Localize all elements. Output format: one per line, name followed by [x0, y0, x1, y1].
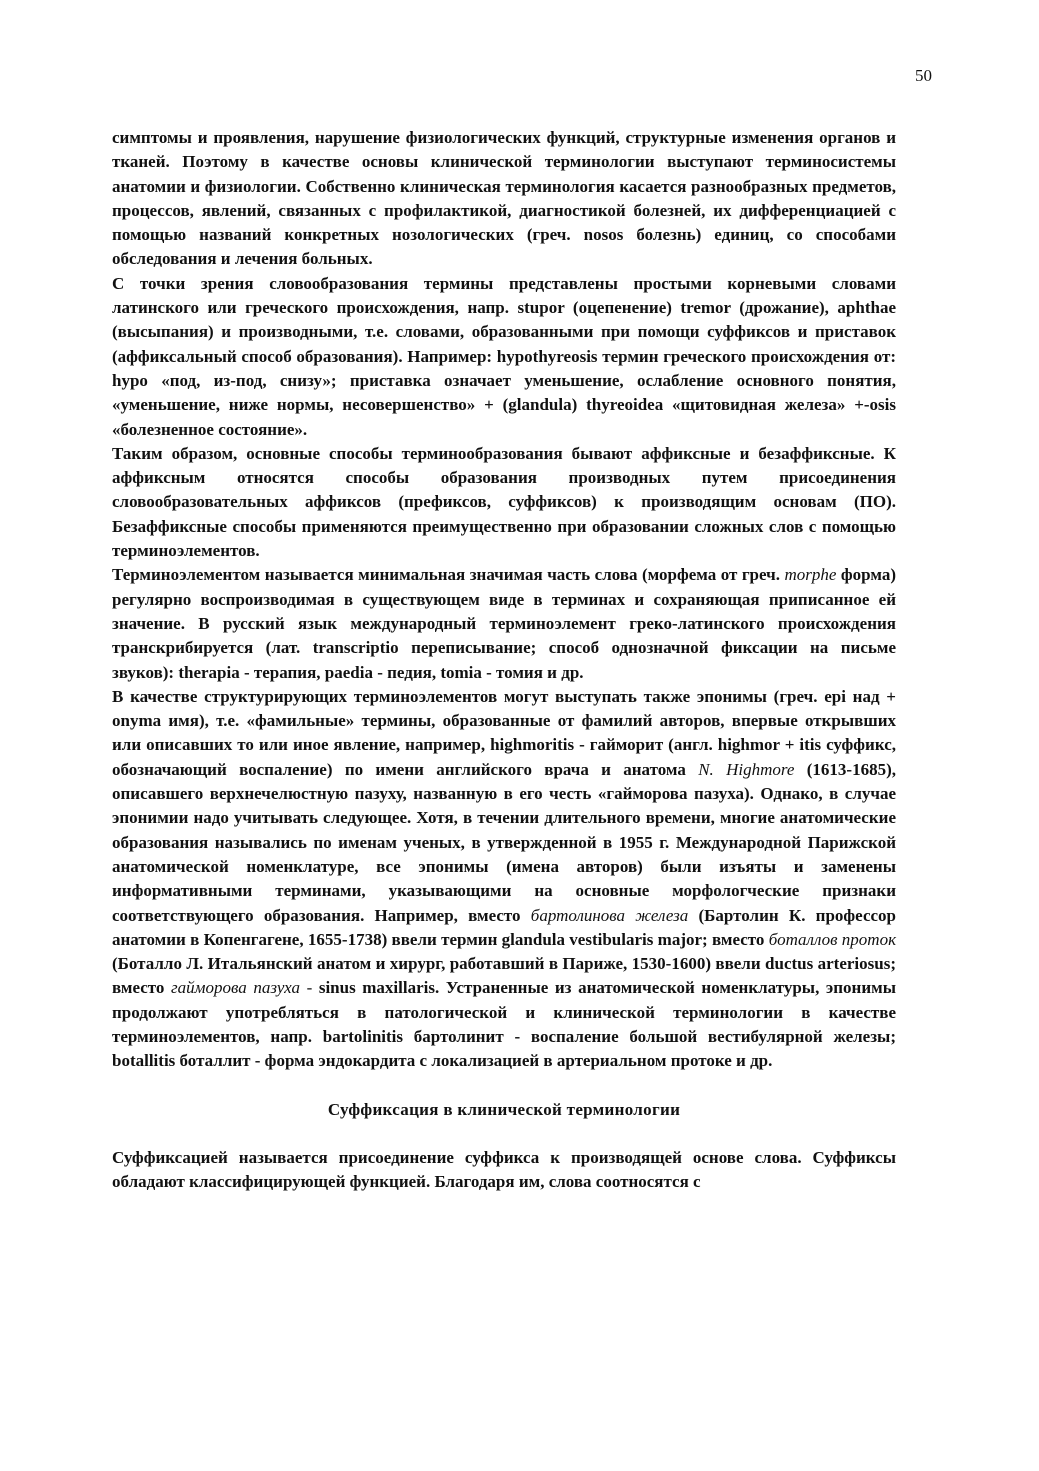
text-run: (Боталло Л. Итальянский анатом и хирург, работавший в Париже, 1530-1600) ввели ductus arteriosus; вместо: [112, 954, 896, 998]
italic-term: morphe: [784, 565, 837, 585]
paragraph-clinical-terminology: симптомы и проявления, нарушение физиологических функций, структурные изменения органов и тканей. Поэтому в качестве основы клинической терминологии выступают терминосистемы анатомии и физиологии. Собственно клиническая терминология касается разнообразных предметов, процессов, явлений, связанных с профилактикой, диагностикой болезней, их дифференциацией с помощью названий конкретных нозологических (греч. nosos болезнь) единиц, со способами обследования и лечения больных.: [112, 128, 896, 269]
text-run: sinus maxillaris. Устраненные из анатомической номенклатуры, эпонимы продолжают употребляться в патологической и клинической терминологии в качестве терминоэлементов, напр. bartolinitis бартолинит - воспаление большой вестибулярной железы; botallitis боталлит - форма эндокардита с локализацией в артериальном протоке и др.: [112, 978, 896, 1071]
document-body: [112, 126, 896, 1194]
italic-term: боталлов проток: [768, 929, 897, 949]
paragraph-eponyms: [112, 685, 896, 1074]
paragraph-affix-methods: Таким образом, основные способы терминообразования бывают аффиксные и безаффиксные. К аффиксным относятся способы образования производных путем присоединения словообразовательных аффиксов (префиксов, суффиксов) к производящим основам (ПО). Безаффиксные способы применяются преимущественно при образовании сложных слов с помощью терминоэлементов.: [112, 443, 896, 561]
italic-term: бартолинова железа: [530, 905, 689, 925]
italic-term: N. Highmore: [698, 759, 795, 779]
page-number: 50: [915, 66, 932, 85]
text-run: В качестве структурирующих терминоэлементов могут выступать также эпонимы (греч. epi над + onyma имя), т.е. «фамильные» термины, образованные от фамилий авторов, впервые открывших или описавших то или иное явление, например, highmoritis - гайморит (англ. highmor + itis суффикс, обозначающий воспаление) по имени английского врача и анатома: [112, 686, 896, 779]
text-run: (1613-1685), описавшего верхнечелюстную пазуху, названную в его честь «гайморова пазуха). Однако, в случае эпонимии надо учитывать следующее. Хотя, в течении длительного времени, многие анатомические образования назывались по именам ученых, в утвержденной в 1955 г. Международной Парижской анатомической номенклатуре, все эпонимы (имена авторов) были изъяты и заменены информативными терминами, указывающими на основные морфологческие признаки соответствующего образования. Например, вместо: [112, 759, 896, 925]
italic-term: гайморова пазуха -: [171, 978, 313, 998]
paragraph-term-element: [112, 563, 896, 684]
section-heading: Суффиксация в клинической терминологии: [327, 1099, 681, 1119]
paragraph-suffixation: Суффиксацией называется присоединение суффикса к производящей основе слова. Суффиксы обладают классифицирующей функцией. Благодаря им, слова соотносятся с: [112, 1147, 896, 1192]
paragraph-word-formation: С точки зрения словообразования термины представлены простыми корневыми словами латинского или греческого происхождения, напр. stupor (оцепенение) tremor (дрожание), aphthae (высыпания) и производными, т.е. словами, образованными при помощи суффиксов и приставок (аффиксальный способ образования). Например: hypothyreosis термин греческого происхождения от: hypo «под, из-под, снизу»; приставка означает уменьшение, ослабление основного понятия, «уменьшение, ниже нормы, несовершенство» + (glandula) thyreoidea «щитовидная железа» +-osis «болезненное состояние».: [112, 273, 896, 439]
text-run: (Бартолин К. профессор анатомии в Копенгагене, 1655-1738) ввели термин glandula vestibularis major; вместо: [112, 905, 896, 949]
text-run: форма) регулярно воспроизводимая в существующем виде в терминах и сохраняющая приписанное ей значение. В русский язык международный терминоэлемент греко-латинского происхождения транскрибируется (лат. transcriptio переписывание; способ однозначной фиксации на письме звуков): therapia - терапия, paedia - педия, tomia - томия и др.: [112, 565, 897, 682]
text-run: Терминоэлементом называется минимальная значимая часть слова (морфема от греч.: [112, 565, 780, 585]
